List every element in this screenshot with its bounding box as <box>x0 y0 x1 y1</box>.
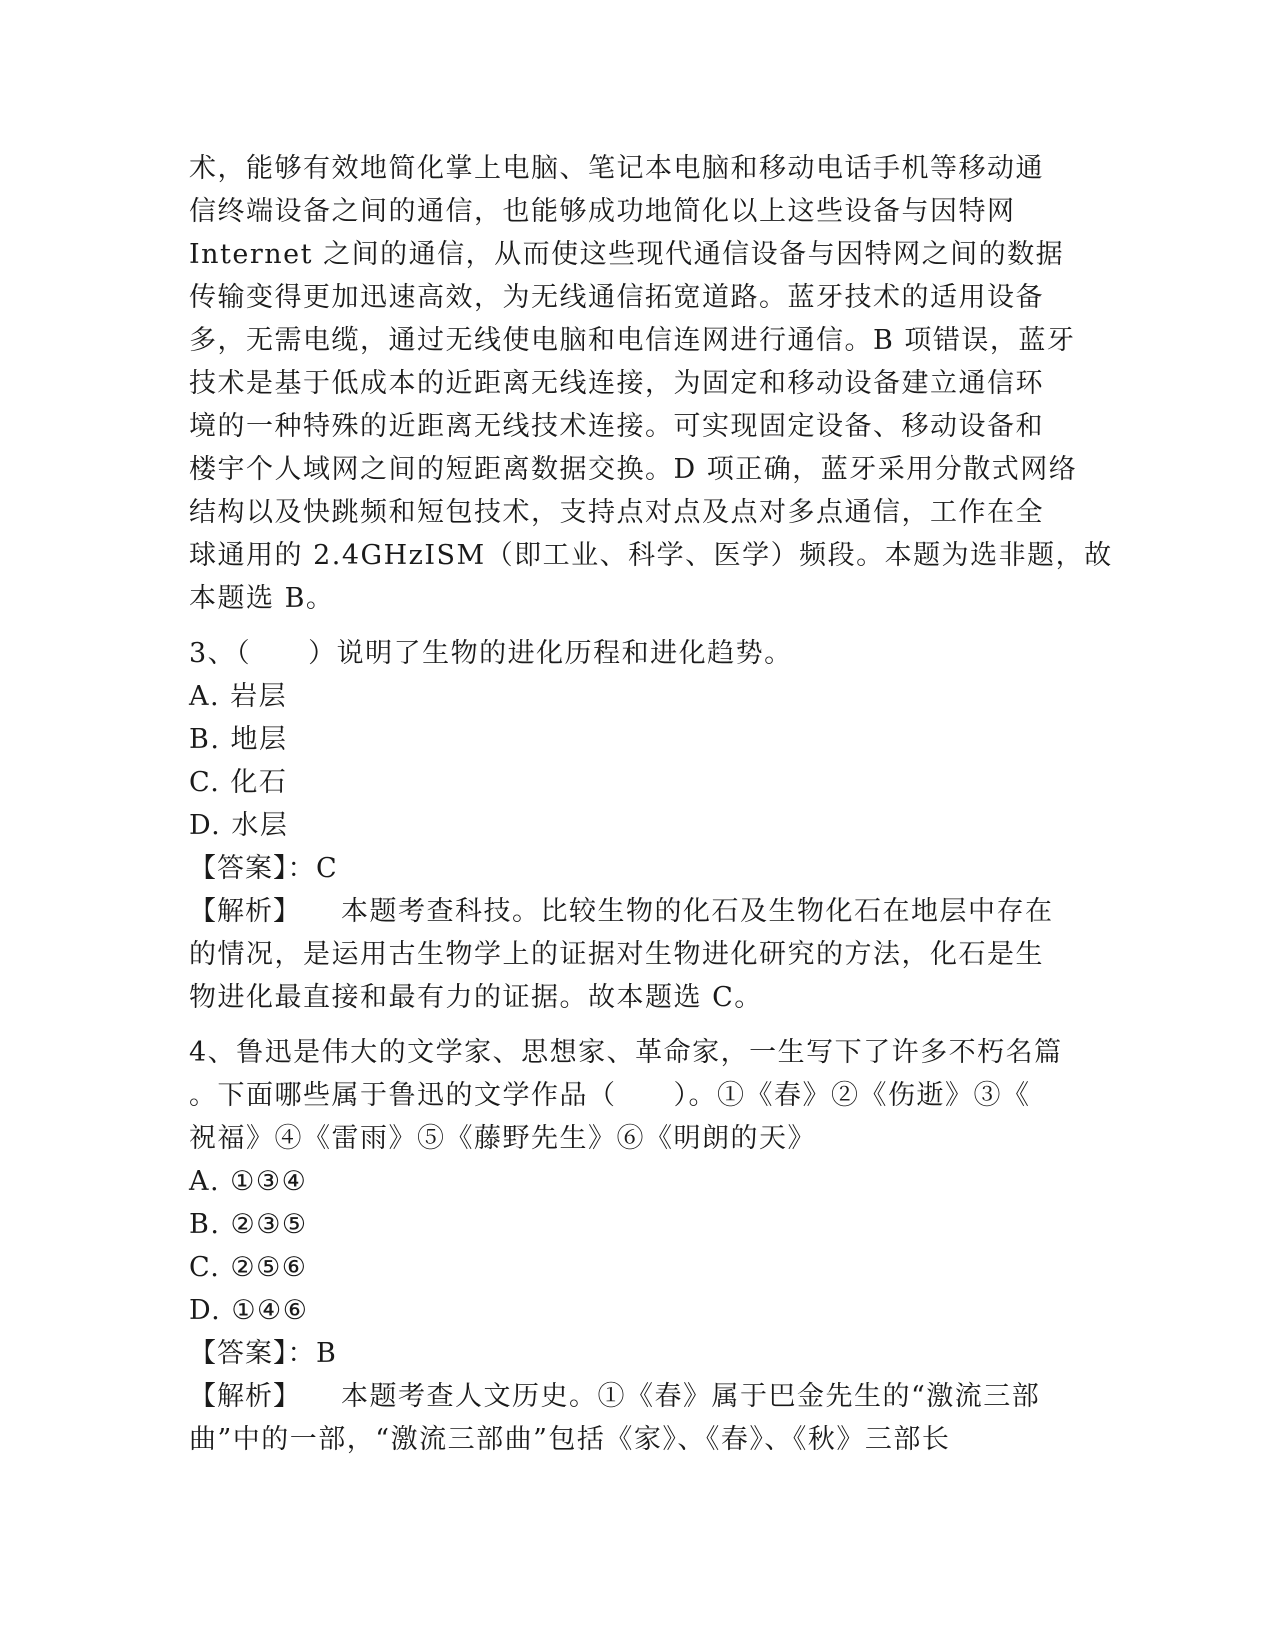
option-b: B. 地层 <box>189 724 288 755</box>
text-line: 结构以及快跳频和短包技术，支持点对点及点对多点通信，工作在全 <box>189 497 1044 528</box>
analysis-text: 本题考查人文历史。①《春》属于巴金先生的“激流三部 <box>341 1381 1041 1412</box>
question-stem: 3、（ ）说明了生物的进化历程和进化趋势。 <box>189 638 793 669</box>
answer-tag: 【答案】 <box>189 853 288 884</box>
answer-value: ：C <box>287 853 339 884</box>
question-stem: 祝福》④《雷雨》⑤《藤野先生》⑥《明朗的天》 <box>189 1123 816 1154</box>
analysis-text: 本题考查科技。比较生物的化石及生物化石在地层中存在 <box>341 896 1054 927</box>
analysis-text: 物进化最直接和最有力的证据。故本题选 C。 <box>189 982 763 1013</box>
analysis-line <box>189 1375 1089 1418</box>
text-line: 境的一种特殊的近距离无线技术连接。可实现固定设备、移动设备和 <box>189 411 1044 442</box>
text-line: 球通用的 2.4GHzISM（即工业、科学、医学）频段。本题为选非题，故 <box>189 540 1113 571</box>
answer-tag: 【答案】 <box>189 1338 288 1369</box>
option-b: B. ②③⑤ <box>189 1209 308 1240</box>
previous-analysis-continuation <box>189 147 1113 620</box>
answer-line <box>189 847 1089 890</box>
text-line: 技术是基于低成本的近距离无线连接，为固定和移动设备建立通信环 <box>189 368 1044 399</box>
answer-value: ：B <box>287 1338 338 1369</box>
text-line: 传输变得更加迅速高效，为无线通信拓宽道路。蓝牙技术的适用设备 <box>189 282 1044 313</box>
question-4 <box>189 1031 1089 1461</box>
option-d: D. 水层 <box>189 810 289 841</box>
option-c: C. 化石 <box>189 767 288 798</box>
analysis-tag: 【解析】 <box>189 896 301 927</box>
analysis-text: 的情况，是运用古生物学上的证据对生物进化研究的方法，化石是生 <box>189 939 1044 970</box>
document-page <box>189 147 1113 1461</box>
question-stem: 。下面哪些属于鲁迅的文学作品（ ）。①《春》②《伤逝》③《 <box>189 1080 1031 1111</box>
text-line: 信终端设备之间的通信，也能够成功地简化以上这些设备与因特网 <box>189 196 1016 227</box>
text-line: 楼宇个人域网之间的短距离数据交换。D 项正确，蓝牙采用分散式网络 <box>189 454 1078 485</box>
question-3 <box>189 632 1089 1019</box>
answer-line <box>189 1332 1089 1375</box>
analysis-tag: 【解析】 <box>189 1381 301 1412</box>
text-line: 术，能够有效地简化掌上电脑、笔记本电脑和移动电话手机等移动通 <box>189 153 1044 184</box>
option-c: C. ②⑤⑥ <box>189 1252 308 1283</box>
option-a: A. 岩层 <box>189 681 288 712</box>
text-line: Internet 之间的通信，从而使这些现代通信设备与因特网之间的数据 <box>189 239 1065 270</box>
analysis-line <box>189 890 1089 933</box>
text-line: 多，无需电缆，通过无线使电脑和电信连网进行通信。B 项错误，蓝牙 <box>189 325 1076 356</box>
option-a: A. ①③④ <box>189 1166 308 1197</box>
option-d: D. ①④⑥ <box>189 1295 309 1326</box>
text-line: 本题选 B。 <box>189 583 335 614</box>
analysis-text: 曲”中的一部，“激流三部曲”包括《家》、《春》、《秋》三部长 <box>189 1424 951 1455</box>
question-stem: 4、鲁迅是伟大的文学家、思想家、革命家，一生写下了许多不朽名篇 <box>189 1037 1063 1068</box>
